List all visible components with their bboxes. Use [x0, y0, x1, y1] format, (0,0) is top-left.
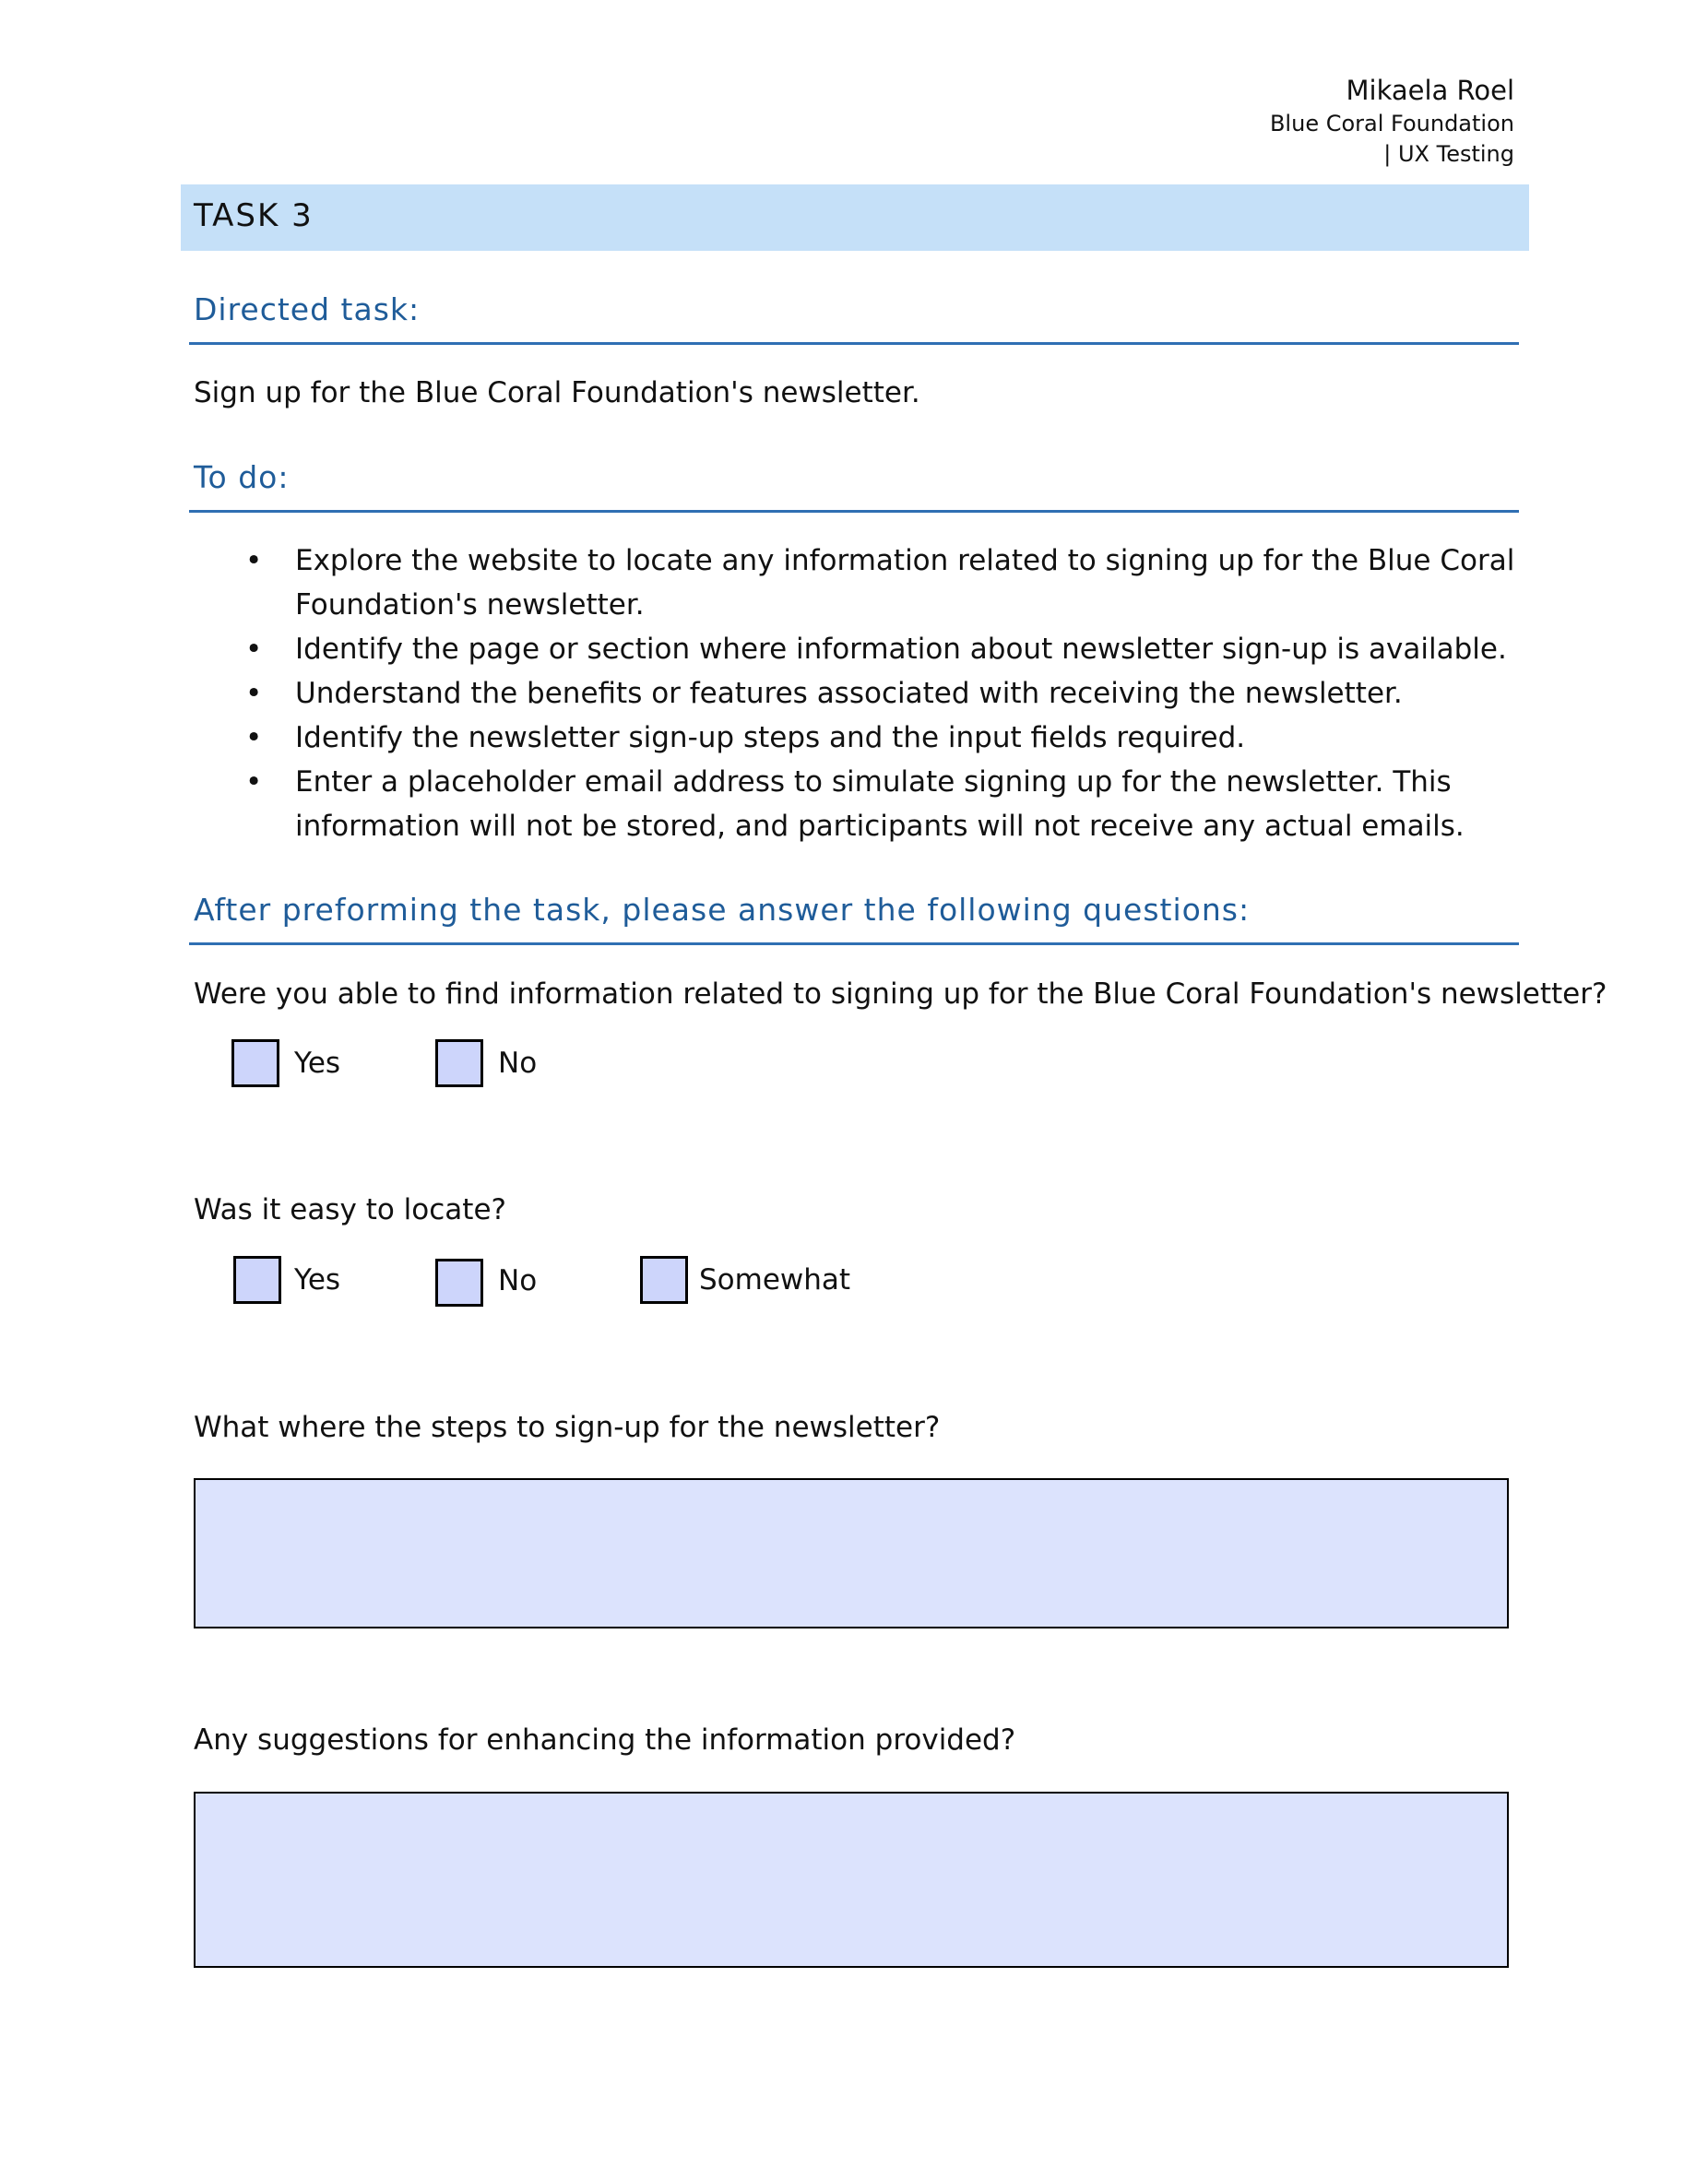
question-2-text: Was it easy to locate? — [194, 1193, 506, 1226]
task-banner — [181, 184, 1529, 251]
bullet-icon: • — [245, 721, 263, 754]
question-1-text: Were you able to find information related to signing up for the Blue Coral Foundation's newsletter? — [194, 977, 1607, 1011]
todo-item-text: Understand the benefits or features associated with receiving the newsletter. — [295, 677, 1403, 710]
todo-item-text: Identify the page or section where information about newsletter sign-up is available. — [295, 633, 1507, 666]
author-name: Mikaela Roel — [1346, 75, 1514, 106]
document-header — [1270, 72, 1514, 170]
list-item — [240, 539, 1522, 627]
list-item — [240, 671, 1522, 716]
q1-yes-label: Yes — [294, 1047, 341, 1080]
q2-yes-checkbox[interactable] — [233, 1256, 281, 1304]
question-3-text: What where the steps to sign-up for the newsletter? — [194, 1411, 941, 1444]
project-name: | UX Testing — [1383, 141, 1514, 167]
section-divider — [189, 510, 1519, 513]
q1-no-label: No — [498, 1047, 538, 1080]
list-item — [240, 716, 1522, 760]
section-divider — [189, 942, 1519, 945]
organization-name: Blue Coral Foundation — [1269, 111, 1514, 136]
task-title: TASK 3 — [194, 197, 314, 234]
question-4-text: Any suggestions for enhancing the information provided? — [194, 1723, 1016, 1757]
list-item — [240, 627, 1522, 671]
bullet-icon: • — [245, 544, 263, 577]
q1-no-checkbox[interactable] — [435, 1039, 483, 1087]
bullet-icon: • — [245, 633, 263, 666]
steps-answer-field[interactable] — [194, 1478, 1509, 1628]
directed-task-text: Sign up for the Blue Coral Foundation's newsletter. — [194, 376, 920, 409]
todo-list — [240, 539, 1522, 848]
questions-heading: After preforming the task, please answer the following questions: — [194, 892, 1251, 928]
todo-item-text: Enter a placeholder email address to simulate signing up for the newsletter. This information will not be stored, and participants will not receive any actual emails. — [295, 765, 1465, 843]
q2-somewhat-label: Somewhat — [699, 1263, 851, 1297]
todo-heading: To do: — [194, 459, 290, 495]
q2-no-checkbox[interactable] — [435, 1259, 483, 1307]
todo-item-text: Identify the newsletter sign-up steps and the input fields required. — [295, 721, 1246, 754]
q2-no-label: No — [498, 1264, 538, 1297]
list-item — [240, 760, 1522, 848]
suggestions-answer-field[interactable] — [194, 1792, 1509, 1968]
q2-yes-label: Yes — [294, 1263, 341, 1297]
q1-yes-checkbox[interactable] — [231, 1039, 279, 1087]
section-divider — [189, 342, 1519, 345]
directed-task-heading: Directed task: — [194, 291, 421, 327]
todo-item-text: Explore the website to locate any information related to signing up for the Blue Coral Foundation's newsletter. — [295, 544, 1515, 622]
bullet-icon: • — [245, 765, 263, 799]
bullet-icon: • — [245, 677, 263, 710]
q2-somewhat-checkbox[interactable] — [640, 1256, 688, 1304]
